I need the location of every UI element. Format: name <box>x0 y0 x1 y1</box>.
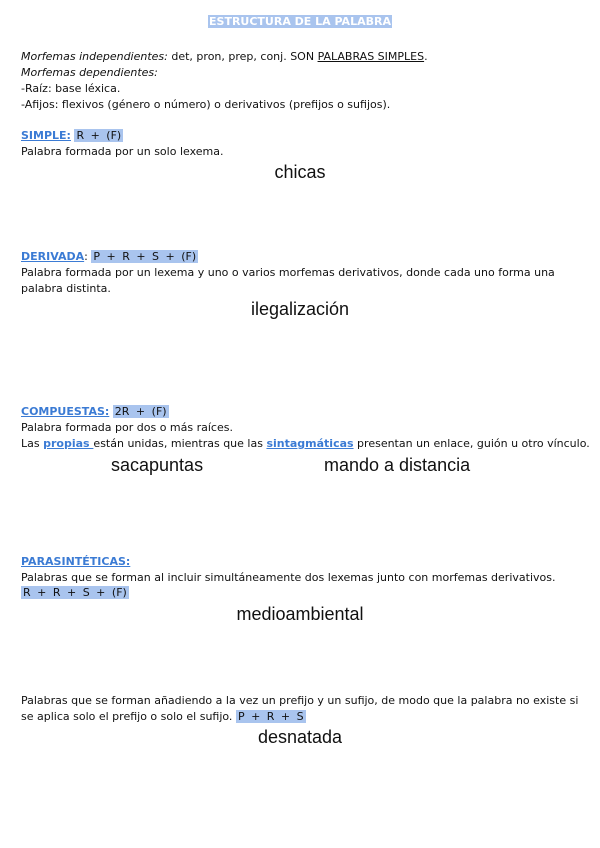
derivada-definition-line2: palabra distinta. <box>21 282 111 295</box>
simple-example: chicas <box>274 162 326 182</box>
propias-link[interactable]: propias <box>43 437 94 450</box>
compuestas-definition: Palabra formada por dos o más raíces. <box>21 421 233 434</box>
parasinteticas-b-definition-line2 <box>21 709 306 725</box>
compuestas-types-line <box>21 436 590 452</box>
derivada-example: ilegalización <box>250 299 350 319</box>
derivada-colon: : <box>84 250 88 263</box>
parasinteticas-b-example: desnatada <box>257 727 343 747</box>
simple-heading: SIMPLE: <box>21 129 71 142</box>
parasinteticas-formula-line <box>21 585 129 601</box>
compuestas-text-middle: están unidas, mientras que las <box>93 437 267 450</box>
independent-morphemes-line <box>21 49 428 65</box>
independent-label: Morfemas independientes: <box>21 50 168 63</box>
simple-definition: Palabra formada por un solo lexema. <box>21 145 224 158</box>
parasinteticas-b-definition-line1: Palabras que se forman añadiendo a la vez un prefijo y un sufijo, de modo que la palabra no existe si <box>21 694 579 707</box>
derivada-definition-line1: Palabra formada por un lexema y uno o varios morfemas derivativos, donde cada uno forma una <box>21 266 555 279</box>
page-title-text: ESTRUCTURA DE LA PALABRA <box>209 15 391 28</box>
parasinteticas-heading: PARASINTÉTICAS: <box>21 555 131 568</box>
compuestas-text-before: Las <box>21 437 44 450</box>
parasinteticas-example: medioambiental <box>236 604 364 624</box>
simple-formula: R + (F) <box>76 129 122 142</box>
derivada-heading: DERIVADA <box>21 250 85 263</box>
parasinteticas-heading-line <box>21 554 130 570</box>
sintagmaticas-link[interactable]: sintagmáticas <box>266 437 354 450</box>
compuestas-heading-line <box>21 404 169 420</box>
afijos-line: -Afijos: flexivos (género o número) o derivativos (prefijos o sufijos). <box>21 98 391 111</box>
compuestas-heading: COMPUESTAS: <box>21 405 110 418</box>
compuestas-text-after: presentan un enlace, guión u otro vínculo. <box>353 437 590 450</box>
independent-text: det, pron, prep, conj. SON <box>167 50 318 63</box>
raiz-line: -Raíz: base léxica. <box>21 82 121 95</box>
derivada-formula: P + R + S + (F) <box>93 250 197 263</box>
derivada-heading-line <box>21 249 198 265</box>
independent-emphasis: PALABRAS SIMPLES <box>317 50 425 63</box>
compuestas-formula: 2R + (F) <box>114 405 167 418</box>
dependent-morphemes-label: Morfemas dependientes: <box>21 66 158 79</box>
parasinteticas-b-text: se aplica solo el prefijo o solo el sufijo. <box>21 710 233 723</box>
compuestas-example-sintagmatica: mando a distancia <box>324 455 471 475</box>
parasinteticas-b-formula: P + R + S <box>237 710 304 723</box>
compuestas-example-propia: sacapuntas <box>111 455 204 475</box>
parasinteticas-formula: R + R + S + (F) <box>23 586 127 599</box>
page-title <box>0 14 600 30</box>
independent-end: . <box>424 50 428 63</box>
simple-heading-line <box>21 128 123 144</box>
parasinteticas-definition: Palabras que se forman al incluir simultáneamente dos lexemas junto con morfemas derivativos. <box>21 571 556 584</box>
